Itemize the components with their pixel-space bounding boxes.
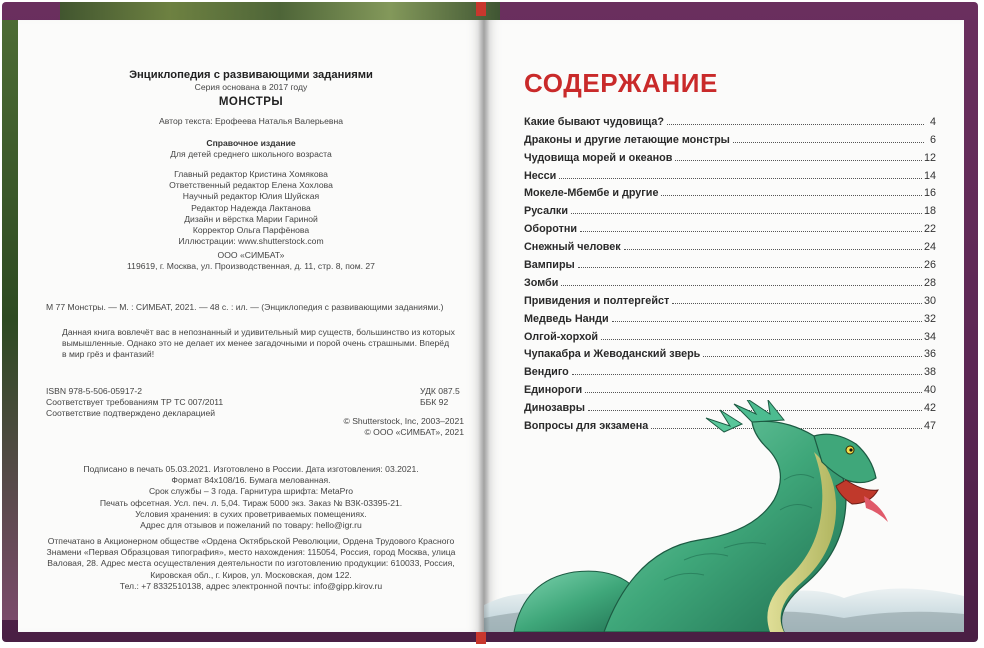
toc-entry-title: Оборотни [524,223,578,236]
toc-entry-title: Медведь Нанди [524,312,609,325]
toc-leader-dots [580,231,922,232]
toc-page-number: 28 [923,276,936,289]
printer-info-line: Кировская обл., г. Киров, ул. Московская, дом 122. [150,569,352,580]
bbk-code: ББК 92 [420,397,449,408]
series-title: Энциклопедия с развивающими заданиями [129,69,373,81]
toc-entry-title: Вопросы для экзамена [524,420,649,433]
toc-entry-title: Какие бывают чудовища? [524,115,664,128]
toc-row [524,360,936,378]
toc-row [524,182,936,200]
print-info-line: Печать офсетная. Усл. печ. л. 5,04. Тираж 5000 экз. Заказ № ВЗК-03395-21. [99,497,403,508]
toc-entry-title: Чупакабра и Жеводанский зверь [524,348,701,361]
toc-page-number: 16 [923,187,936,200]
toc-entry-title: Русалки [524,205,568,218]
toc-page-number: 12 [923,151,936,164]
credit-line: Редактор Надежда Лактанова [191,202,311,213]
print-info-line: Адрес для отзывов и пожеланий по товару: hello@igr.ru [140,520,362,531]
credit-line: Иллюстрации: www.shutterstock.com [178,236,324,247]
toc-row [524,343,936,361]
toc-entry-title: Вендиго [524,366,569,379]
book-gutter [478,20,490,632]
toc-row [524,307,936,325]
toc-page-number: 40 [923,384,936,397]
printer-info-block [26,536,476,592]
series-founded: Серия основана в 2017 году [194,82,308,92]
toc-page-number: 34 [923,330,936,343]
copyright-shutterstock: © Shutterstock, Inc, 2003–2021 [343,416,464,426]
toc-leader-dots [703,356,922,357]
toc-entry-title: Снежный человек [524,241,621,254]
annotation-line: в мир грёз и фантазий! [62,349,155,360]
toc-page-number: 30 [923,294,936,307]
toc-row [524,289,936,307]
compliance-line: Соответствует требованиям ТР ТС 007/2011 [46,397,224,408]
toc-row [524,253,936,271]
edition-type: Справочное издание [206,138,296,148]
toc-leader-dots [661,195,922,196]
print-info-line: Условия хранения: в сухих проветриваемых помещениях. [135,508,367,519]
toc-entry-title: Олгой-хорхой [524,330,599,343]
table-of-contents [524,110,936,432]
cover-edge-art [60,2,500,20]
udk-code: УДК 087.5 [420,386,460,396]
author-line: Автор текста: Ерофеева Наталья Валерьевна [159,116,343,126]
toc-leader-dots [572,374,922,375]
print-info-line: Подписано в печать 05.03.2021. Изготовлено в России. Дата изготовления: 03.2021. [83,464,419,474]
publisher-address: 119619, г. Москва, ул. Производственная, д. 11, стр. 8, пом. 27 [127,261,375,272]
annotation-line: Данная книга вовлечёт вас в непознанный и удивительный мир существ, большинство из которых [62,327,455,337]
toc-entry-title: Вампиры [524,259,575,272]
toc-entry-title: Зомби [524,276,559,289]
toc-entry-title: Мокеле-Мбембе и другие [524,187,659,200]
toc-entry-title: Несси [524,169,557,182]
right-page-contents [484,20,964,632]
toc-page-number: 22 [923,223,936,236]
toc-row [524,217,936,235]
toc-page-number: 4 [929,115,936,128]
toc-leader-dots [559,178,922,179]
publisher-name: ООО «СИМБАТ» [217,250,285,260]
print-info-line: Срок службы – 3 года. Гарнитура шрифта: MetaPro [148,486,354,497]
toc-page-number: 36 [923,348,936,361]
toc-page-number: 24 [923,241,936,254]
toc-row [524,235,936,253]
audience-line: Для детей среднего школьного возраста [170,149,332,160]
credit-line: Дизайн и вёрстка Марии Гариной [184,213,318,224]
credit-line: Корректор Ольга Парфёнова [192,225,310,236]
toc-page-number: 38 [923,366,936,379]
annotation-block [62,327,476,361]
printer-info-line: Отпечатано в Акционерном обществе «Ордена Октябрьской Революции, Ордена Трудового Красного [47,536,455,546]
toc-page-number: 47 [923,420,936,433]
contents-title: СОДЕРЖАНИЕ [524,68,718,98]
toc-leader-dots [675,160,922,161]
credit-line: Научный редактор Юлия Шуйская [182,191,320,202]
toc-row [524,271,936,289]
toc-leader-dots [571,213,922,214]
toc-row [524,378,936,396]
toc-row [524,128,936,146]
printer-info-line: Тел.: +7 8332510138, адрес электронной почты: info@gipp.kirov.ru [119,580,383,591]
credit-line: Главный редактор Кристина Хомякова [174,169,328,179]
declaration-line: Соответствие подтверждено декларацией [46,408,216,419]
toc-page-number: 32 [923,312,936,325]
toc-leader-dots [578,267,922,268]
print-info-line: Формат 84х108/16. Бумага мелованная. [171,475,331,486]
toc-page-number: 42 [923,402,936,415]
book-title: МОНСТРЫ [218,96,284,109]
toc-page-number: 18 [923,205,936,218]
toc-row [524,110,936,128]
credits-block [18,169,484,247]
toc-row [524,199,936,217]
toc-page-number: 26 [923,259,936,272]
toc-entry-title: Драконы и другие летающие монстры [524,133,730,146]
credit-line: Ответственный редактор Елена Хохлова [169,180,333,191]
toc-leader-dots [585,392,922,393]
sea-serpent-illustration [484,400,964,632]
toc-entry-title: Единороги [524,384,583,397]
bookmark-tab-bottom [476,630,486,644]
toc-leader-dots [624,249,922,250]
toc-page-number: 14 [923,169,936,182]
cover-edge-art-left [2,20,18,620]
toc-entry-title: Чудовища морей и океанов [524,151,673,164]
toc-entry-title: Динозавры [524,402,585,415]
isbn: ISBN 978-5-506-05917-2 [46,386,143,396]
copyright-publisher: © ООО «СИМБАТ», 2021 [364,427,464,438]
toc-leader-dots [612,321,922,322]
toc-row [524,325,936,343]
toc-page-number: 6 [929,133,936,146]
annotation-line: вымышленные. Однако это не делает их менее загадочными и порой очень страшными. Вперёд [62,338,450,349]
printer-info-line: Знамени «Первая Образцовая типография», место нахождения: 115054, Россия, город Москва, улица [46,547,456,558]
toc-leader-dots [667,124,924,125]
toc-leader-dots [561,285,922,286]
left-page-imprint [18,20,484,632]
toc-entry-title: Привидения и полтергейст [524,294,670,307]
toc-row [524,146,936,164]
print-info-block [18,464,484,531]
bookmark-tab-top [476,2,486,16]
toc-leader-dots [601,339,922,340]
toc-leader-dots [672,303,922,304]
catalog-line: М 77 Монстры. — М. : СИМБАТ, 2021. — 48 с. : ил. — (Энциклопедия с развивающими заданиями.) [46,302,444,312]
printer-info-line: Валовая, 28. Адрес места осуществления деятельности по изготовлению продукции: 610033, Россия, [47,558,455,569]
toc-leader-dots [733,142,924,143]
toc-row [524,164,936,182]
